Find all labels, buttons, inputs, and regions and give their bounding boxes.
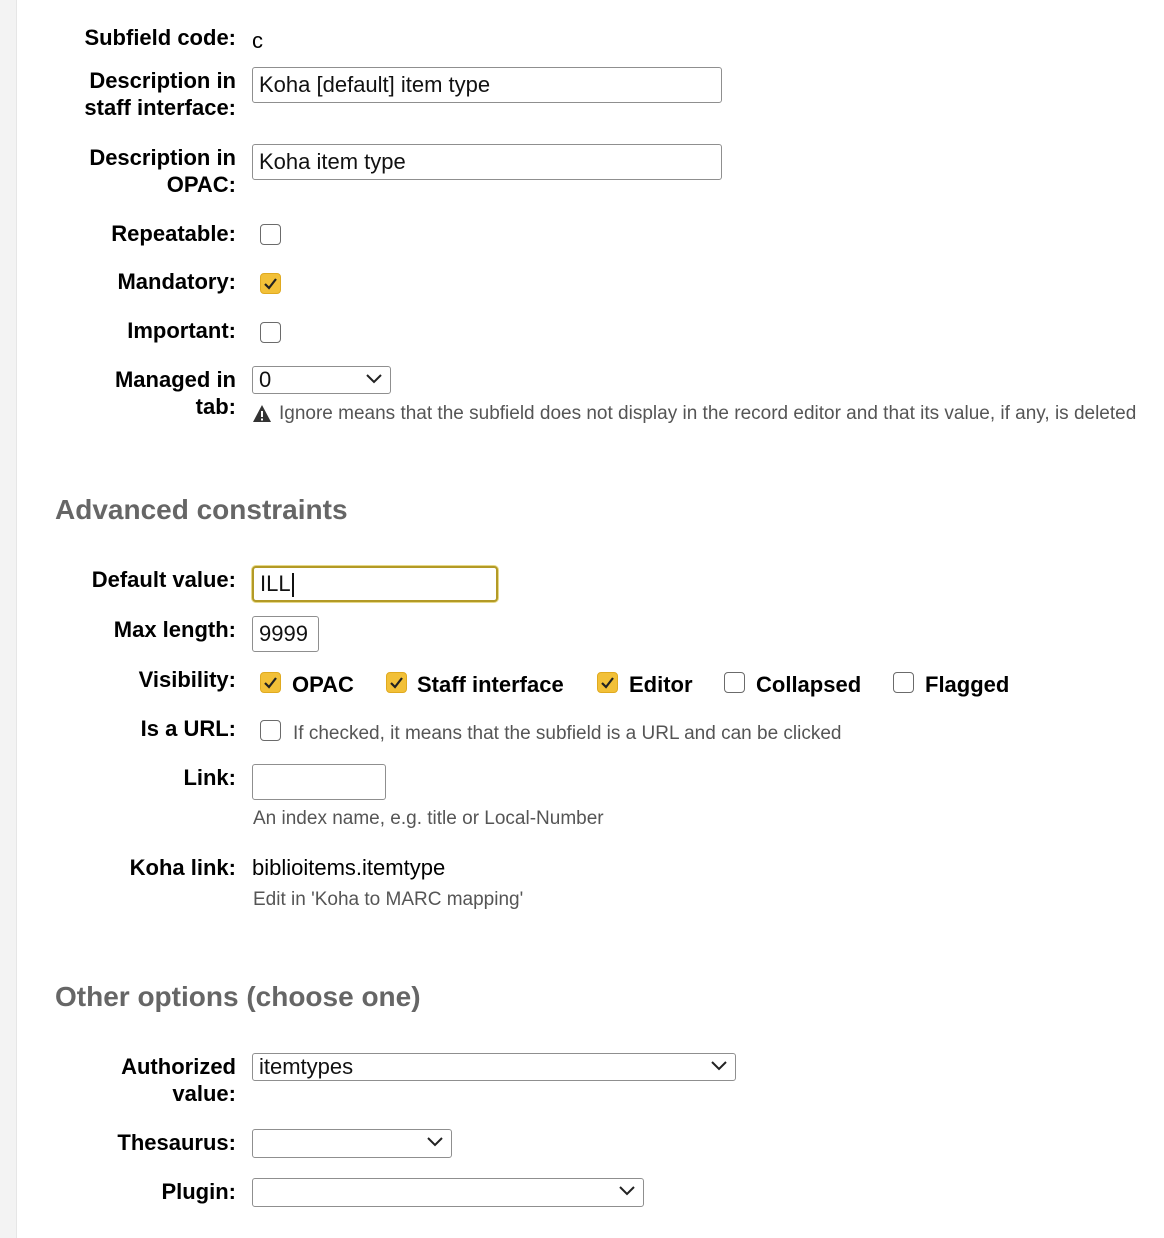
default-value-text: ILL (260, 571, 291, 596)
desc-opac-label: Description in OPAC: (89, 145, 236, 197)
text-caret (292, 573, 294, 597)
warning-icon (252, 404, 272, 423)
visibility-collapsed-checkbox[interactable] (724, 672, 745, 693)
thesaurus-label: Thesaurus: (117, 1130, 236, 1155)
visibility-staff-checkbox[interactable] (386, 672, 407, 693)
visibility-flagged-checkbox[interactable] (893, 672, 914, 693)
chevron-down-icon (366, 373, 382, 385)
chevron-down-icon (427, 1136, 443, 1148)
plugin-select[interactable] (252, 1178, 644, 1207)
max-length-label: Max length: (113, 617, 236, 642)
is-url-hint: If checked, it means that the subfield is a URL and can be clicked (293, 723, 842, 744)
desc-staff-label: Description in staff interface: (84, 68, 236, 120)
chevron-down-icon (711, 1060, 727, 1072)
subfield-code-value: c (252, 28, 263, 53)
koha-link-value: biblioitems.itemtype (252, 855, 446, 880)
managed-tab-label: Managed in tab: (114, 367, 236, 419)
visibility-flagged-label: Flagged (925, 672, 1010, 697)
managed-tab-warning: Ignore means that the subfield does not display in the record editor and that its value, if any, is deleted (279, 403, 1137, 424)
link-input[interactable] (252, 764, 386, 800)
repeatable-checkbox[interactable] (260, 224, 281, 245)
visibility-editor-label: Editor (629, 672, 693, 697)
max-length-input[interactable]: 9999 (252, 616, 319, 652)
desc-opac-input[interactable]: Koha item type (252, 144, 722, 180)
subfield-code-label: Subfield code: (84, 25, 236, 50)
managed-tab-select[interactable] (252, 366, 391, 394)
thesaurus-select[interactable] (252, 1129, 452, 1158)
important-checkbox[interactable] (260, 322, 281, 343)
visibility-label: Visibility: (138, 667, 236, 692)
visibility-collapsed-label: Collapsed (756, 672, 862, 697)
is-url-label: Is a URL: (140, 716, 236, 741)
link-hint: An index name, e.g. title or Local-Number (253, 808, 604, 829)
check-icon (263, 675, 278, 690)
advanced-constraints-heading: Advanced constraints (55, 494, 348, 525)
chevron-down-icon (619, 1185, 635, 1197)
koha-mapping-link[interactable]: Edit in 'Koha to MARC mapping' (253, 889, 524, 910)
important-label: Important: (127, 318, 236, 343)
authorized-value-label: Authorized value: (121, 1054, 236, 1106)
mandatory-label: Mandatory: (117, 269, 236, 294)
other-options-heading: Other options (choose one) (55, 981, 421, 1012)
visibility-staff-label: Staff interface (417, 672, 564, 697)
plugin-label: Plugin: (161, 1179, 236, 1204)
visibility-opac-label: OPAC (292, 672, 354, 697)
mandatory-checkbox[interactable] (260, 273, 281, 294)
default-value-label: Default value: (91, 567, 236, 592)
check-icon (600, 675, 615, 690)
desc-staff-input[interactable]: Koha [default] item type (252, 67, 722, 103)
visibility-editor-checkbox[interactable] (597, 672, 618, 693)
link-label: Link: (183, 765, 236, 790)
repeatable-label: Repeatable: (111, 221, 236, 246)
visibility-opac-checkbox[interactable] (260, 672, 281, 693)
left-gutter (0, 0, 17, 1238)
authorized-value-value: itemtypes (259, 1054, 354, 1079)
check-icon (263, 276, 278, 291)
managed-tab-value: 0 (259, 367, 272, 392)
default-value-input[interactable] (252, 566, 498, 602)
is-url-checkbox[interactable] (260, 720, 281, 741)
check-icon (389, 675, 404, 690)
authorized-value-select[interactable] (252, 1053, 736, 1081)
koha-link-label: Koha link: (129, 855, 236, 880)
